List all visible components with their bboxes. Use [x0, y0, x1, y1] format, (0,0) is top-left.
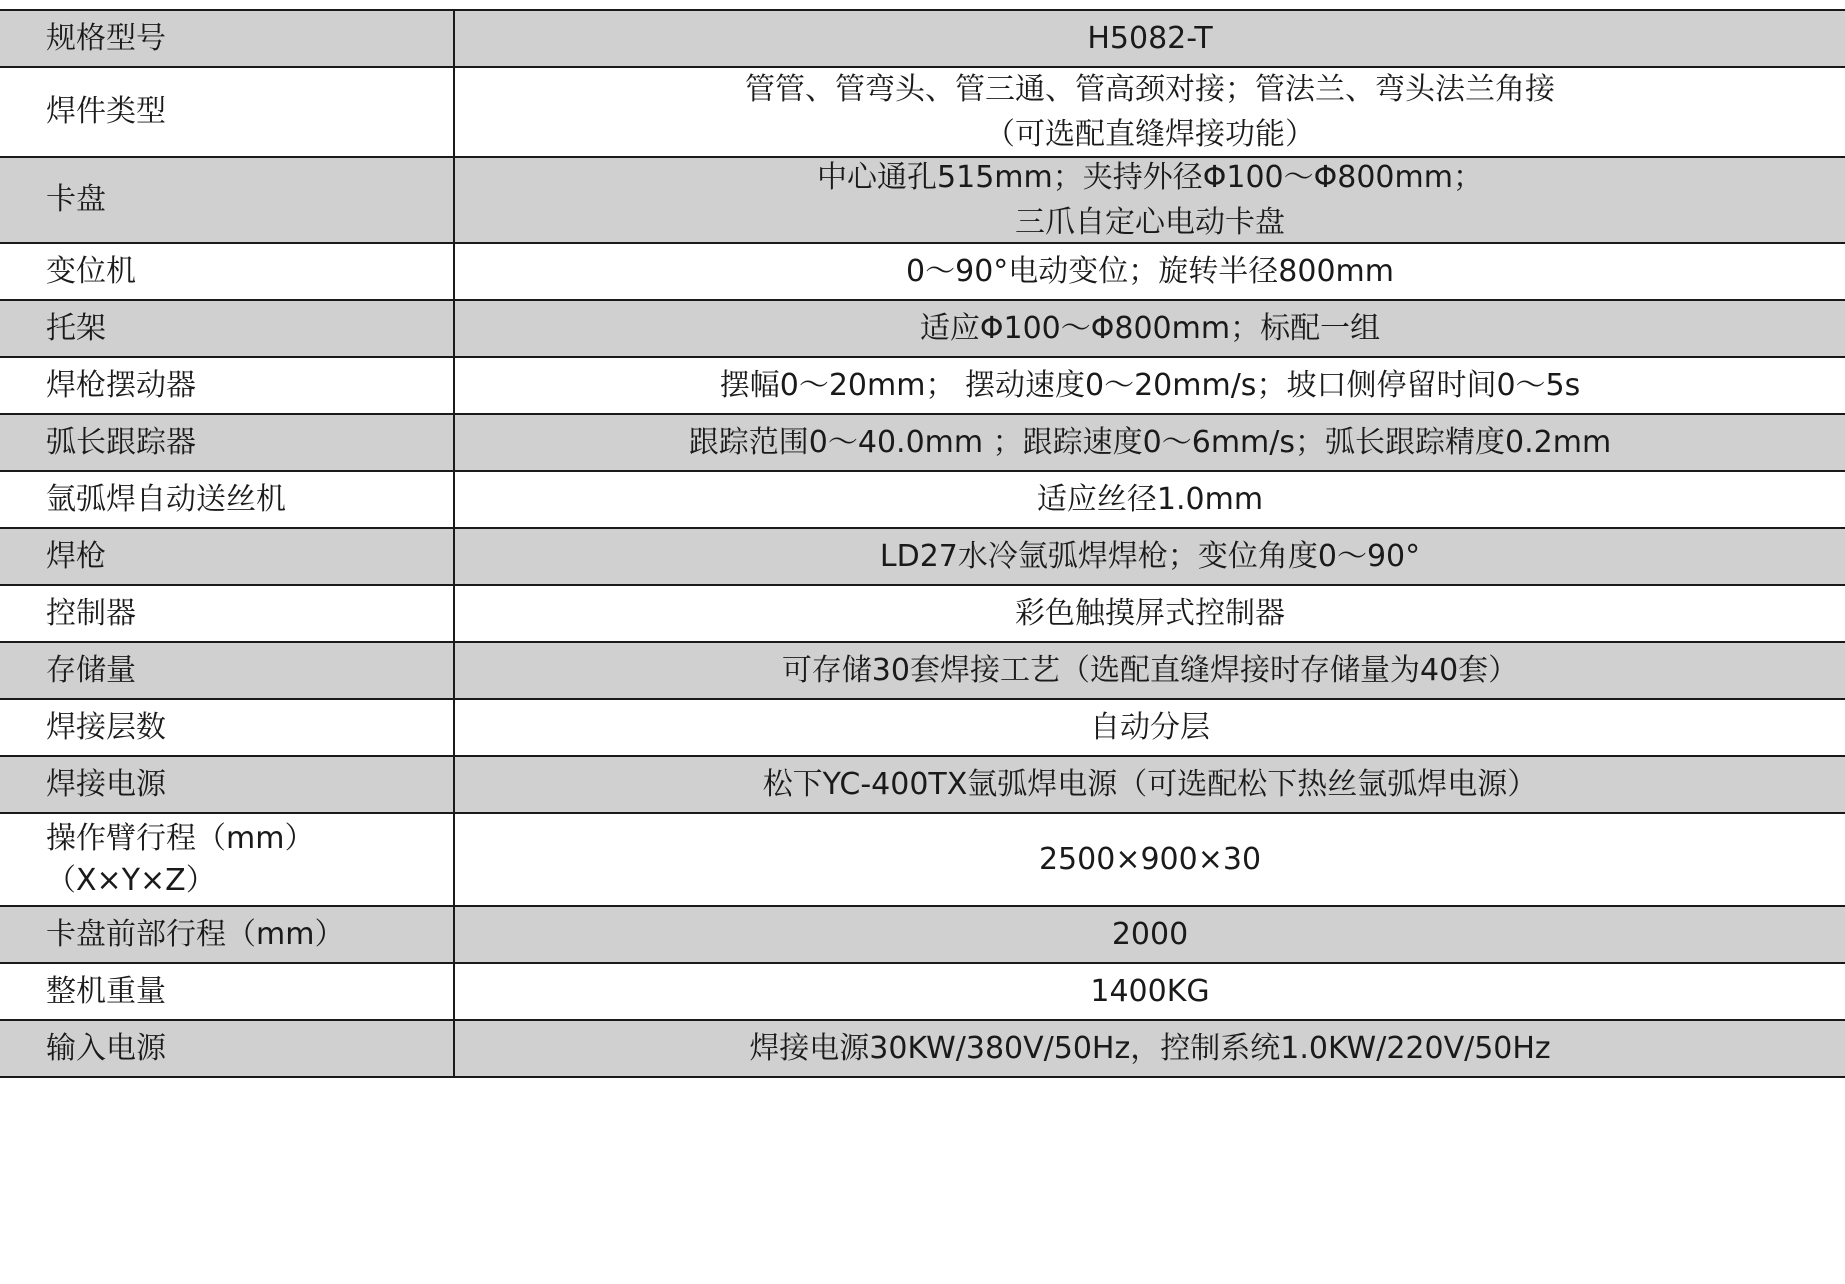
table-row [0, 415, 1845, 472]
row-label-cell [0, 358, 455, 413]
row-value: 2000 [1111, 917, 1189, 952]
row-label-cell [0, 415, 455, 470]
row-value: （可选配直缝焊接功能） [985, 117, 1315, 152]
row-value-cell [455, 11, 1845, 66]
row-label: 焊件类型 [46, 94, 166, 129]
row-value-cell [455, 700, 1845, 755]
row-label-cell [0, 643, 455, 698]
row-label: 氩弧焊自动送丝机 [46, 481, 286, 517]
row-value: 摆幅0～20mm； 摆动速度0～20mm/s；坡口侧停留时间0～5s [719, 368, 1581, 403]
table-row [0, 244, 1845, 301]
row-value-cell [455, 907, 1845, 962]
row-label-cell [0, 700, 455, 755]
row-value: 0～90°电动变位；旋转半径800mm [906, 254, 1394, 289]
row-value: 1400KG [1090, 974, 1210, 1009]
row-value-cell [455, 68, 1845, 156]
row-value-cell [455, 814, 1845, 905]
row-value-cell [455, 1021, 1845, 1076]
table-row [0, 814, 1845, 907]
row-value-cell [455, 158, 1845, 242]
row-label: 焊枪摆动器 [46, 367, 196, 403]
row-value: 2500×900×30 [1038, 842, 1262, 877]
table-row [0, 700, 1845, 757]
table-row [0, 472, 1845, 529]
row-label: 规格型号 [46, 20, 166, 56]
table-row [0, 358, 1845, 415]
row-label: 弧长跟踪器 [46, 424, 196, 460]
row-value: 彩色触摸屏式控制器 [1015, 596, 1285, 631]
table-row [0, 158, 1845, 244]
table-row [0, 643, 1845, 700]
row-value-cell [455, 529, 1845, 584]
row-label-cell [0, 68, 455, 156]
row-value: 中心通孔515mm；夹持外径Φ100～Φ800mm； [817, 160, 1483, 195]
row-label-cell [0, 907, 455, 962]
row-label: 焊接电源 [46, 766, 166, 802]
row-label: 卡盘 [46, 182, 106, 217]
row-label-cell [0, 244, 455, 299]
row-value-cell [455, 757, 1845, 812]
table-row [0, 68, 1845, 158]
row-value: 自动分层 [1090, 710, 1210, 745]
row-value: LD27水冷氩弧焊焊枪；变位角度0～90° [879, 539, 1421, 574]
row-label-cell [0, 472, 455, 527]
row-value: H5082-T [1087, 21, 1213, 56]
row-value: 焊接电源30KW/380V/50Hz，控制系统1.0KW/220V/50Hz [749, 1031, 1551, 1066]
row-label: 输入电源 [46, 1030, 166, 1066]
row-label-cell [0, 301, 455, 356]
table-row [0, 301, 1845, 358]
table-row [0, 529, 1845, 586]
row-value: 可存储30套焊接工艺（选配直缝焊接时存储量为40套） [781, 653, 1519, 688]
spec-table [0, 9, 1845, 1078]
row-label: 整机重量 [46, 973, 166, 1009]
table-row [0, 907, 1845, 964]
row-label-cell [0, 814, 455, 905]
row-label-cell [0, 158, 455, 242]
row-label: 控制器 [46, 595, 136, 631]
row-value-cell [455, 301, 1845, 356]
row-value: 跟踪范围0～40.0mm ；跟踪速度0～6mm/s；弧长跟踪精度0.2mm [688, 425, 1612, 460]
table-row [0, 586, 1845, 643]
row-label-cell [0, 586, 455, 641]
table-row [0, 964, 1845, 1021]
row-label: 存储量 [46, 652, 136, 688]
row-value-cell [455, 964, 1845, 1019]
row-label: 操作臂行程（mm） [46, 820, 315, 856]
row-value: 三爪自定心电动卡盘 [1015, 205, 1285, 240]
row-label: 变位机 [46, 253, 136, 289]
row-label: 托架 [46, 310, 106, 346]
row-value-cell [455, 586, 1845, 641]
row-value-cell [455, 415, 1845, 470]
table-row [0, 11, 1845, 68]
row-label-cell [0, 529, 455, 584]
row-label: 焊枪 [46, 538, 106, 574]
row-label: （X×Y×Z） [46, 862, 216, 898]
row-value-cell [455, 472, 1845, 527]
table-row [0, 757, 1845, 814]
row-label-cell [0, 964, 455, 1019]
row-label-cell [0, 1021, 455, 1076]
row-label-cell [0, 757, 455, 812]
row-value: 管管、管弯头、管三通、管高颈对接；管法兰、弯头法兰角接 [745, 72, 1555, 107]
row-label-cell [0, 11, 455, 66]
row-label: 焊接层数 [46, 709, 166, 745]
table-row [0, 1021, 1845, 1078]
row-value: 适应丝径1.0mm [1036, 482, 1264, 517]
row-value-cell [455, 643, 1845, 698]
row-value: 松下YC-400TX氩弧焊电源（可选配松下热丝氩弧焊电源） [762, 767, 1538, 802]
row-value-cell [455, 358, 1845, 413]
row-value: 适应Φ100～Φ800mm；标配一组 [919, 311, 1381, 346]
row-label: 卡盘前部行程（mm） [46, 916, 345, 952]
row-value-cell [455, 244, 1845, 299]
